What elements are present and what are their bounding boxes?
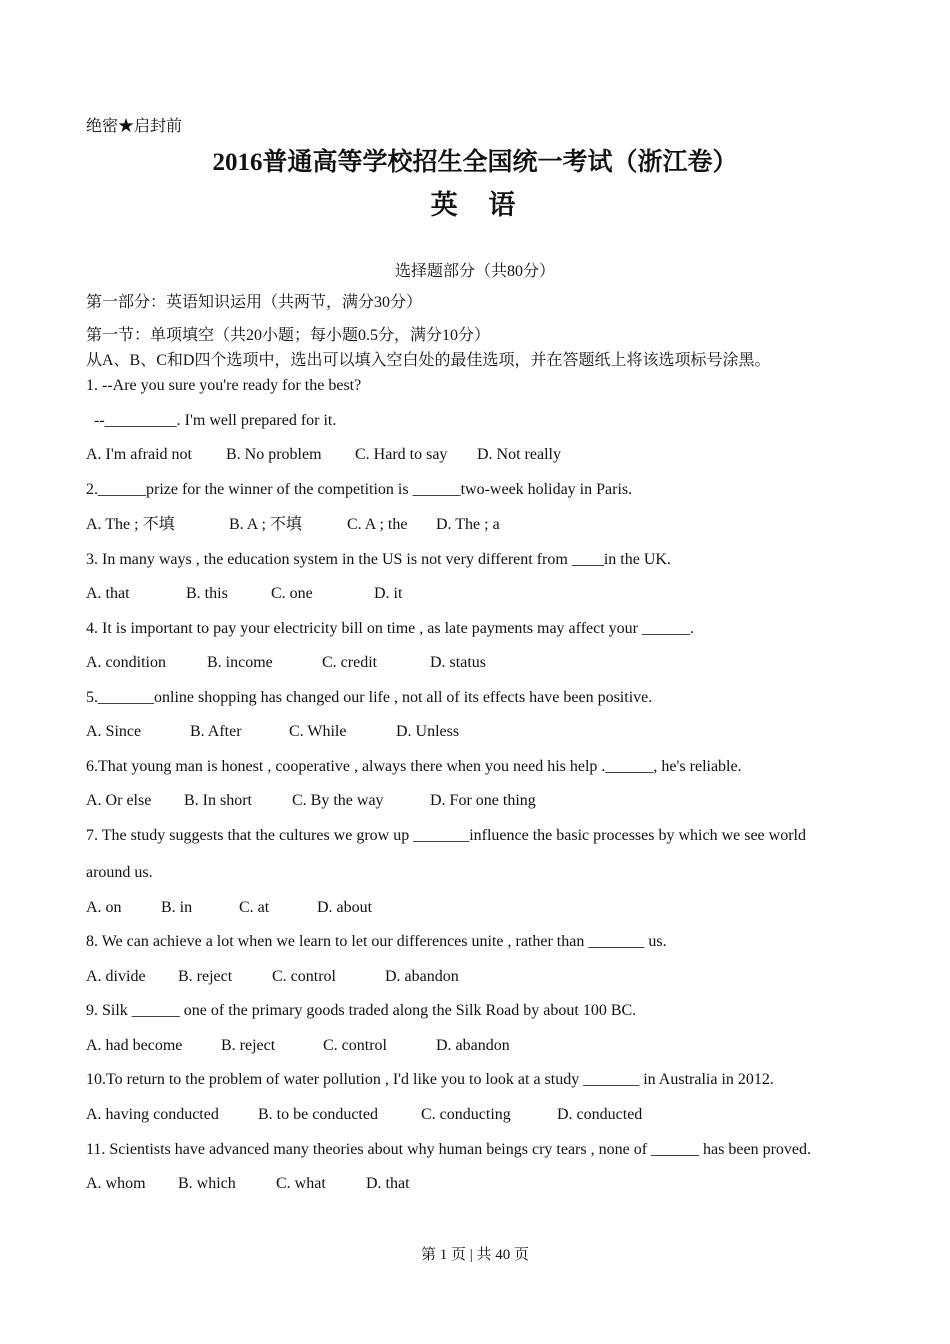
question-text: 7. The study suggests that the cultures we grow up _______influence the basic processes by which we see world [86,827,806,844]
answer-option: B. income [207,654,273,671]
question-text: 6.That young man is honest , cooperative , always there when you need his help .______, he's reliable. [86,758,742,775]
answer-option: C. A ; the [347,516,408,533]
answer-option: A. having conducted [86,1106,219,1123]
answer-option: C. control [272,968,336,985]
question-text: 2.______prize for the winner of the competition is ______two-week holiday in Paris. [86,481,633,498]
answer-option: B. In short [184,792,252,809]
question-text: 11. Scientists have advanced many theories about why human beings cry tears , none of ______ has been proved. [86,1141,811,1158]
answer-option: C. one [271,585,313,602]
question-text: 5._______online shopping has changed our life , not all of its effects have been positive. [86,689,653,706]
exam-title: 2016普通高等学校招生全国统一考试（浙江卷） [212,149,738,176]
subsection-heading: 第一节：单项填空（共20小题；每小题0.5分，满分10分） [86,327,491,344]
question-text: 3. In many ways , the education system in the US is not very different from ____in the UK. [86,551,671,568]
answer-option: B. reject [178,968,233,985]
answer-option: A. divide [86,968,146,985]
question-text: 1. --Are you sure you're ready for the best? [86,377,362,394]
answer-option: B. reject [221,1037,276,1054]
question-text: 9. Silk ______ one of the primary goods traded along the Silk Road by about 100 BC. [86,1002,637,1019]
answer-option: D. status [430,654,486,671]
answer-option: D. Unless [396,723,460,740]
part-heading: 第一部分：英语知识运用（共两节，满分30分） [86,294,423,311]
question-text: 8. We can achieve a lot when we learn to let our differences unite , rather than _______ us. [86,933,667,950]
answer-option: A. Since [86,723,142,740]
answer-option: C. While [289,723,347,740]
answer-option: D. For one thing [430,792,536,809]
answer-option: D. abandon [436,1037,510,1054]
answer-option: A. Or else [86,792,152,809]
answer-option: C. conducting [421,1106,511,1123]
answer-option: A. I'm afraid not [86,446,192,463]
answer-option: A. The ; 不填 [86,516,175,533]
answer-option: B. in [161,899,193,916]
answer-option: B. to be conducted [258,1106,378,1123]
section-heading: 选择题部分（共80分） [394,263,555,280]
question-text: --_________. I'm well prepared for it. [86,412,337,429]
answer-option: A. had become [86,1037,183,1054]
answer-option: B. No problem [226,446,322,463]
secret-mark: 绝密★启封前 [86,118,183,135]
page-footer: 第 1 页 | 共 40 页 [420,1247,529,1263]
answer-option: D. abandon [385,968,459,985]
answer-option: D. Not really [477,446,561,463]
answer-option: B. A ; 不填 [229,516,302,533]
answer-option: C. Hard to say [355,446,448,463]
answer-option: B. After [190,723,242,740]
question-text: 4. It is important to pay your electricity bill on time , as late payments may affect your ______. [86,620,694,637]
answer-option: D. conducted [557,1106,643,1123]
answer-option: C. control [323,1037,387,1054]
answer-option: B. this [186,585,228,602]
answer-option: A. on [86,899,122,916]
answer-option: C. at [239,899,270,916]
answer-option: A. that [86,585,130,602]
answer-option: B. which [178,1175,236,1192]
answer-option: D. The ; a [436,516,500,533]
answer-option: A. whom [86,1175,146,1192]
answer-option: D. about [317,899,373,916]
answer-option: C. what [276,1175,326,1192]
answer-option: D. that [366,1175,410,1192]
question-text: around us. [86,864,153,881]
answer-option: C. credit [322,654,378,671]
question-text: 10.To return to the problem of water pollution , I'd like you to look at a study _______ in Australia in 2012. [86,1071,774,1088]
subject-title: 英 语 [430,190,528,220]
answer-option: A. condition [86,654,166,671]
answer-option: C. By the way [292,792,384,809]
instructions: 从A、B、C和D四个选项中，选出可以填入空白处的最佳选项，并在答题纸上将该选项标号涂黑。 [86,352,771,369]
answer-option: D. it [374,585,403,602]
